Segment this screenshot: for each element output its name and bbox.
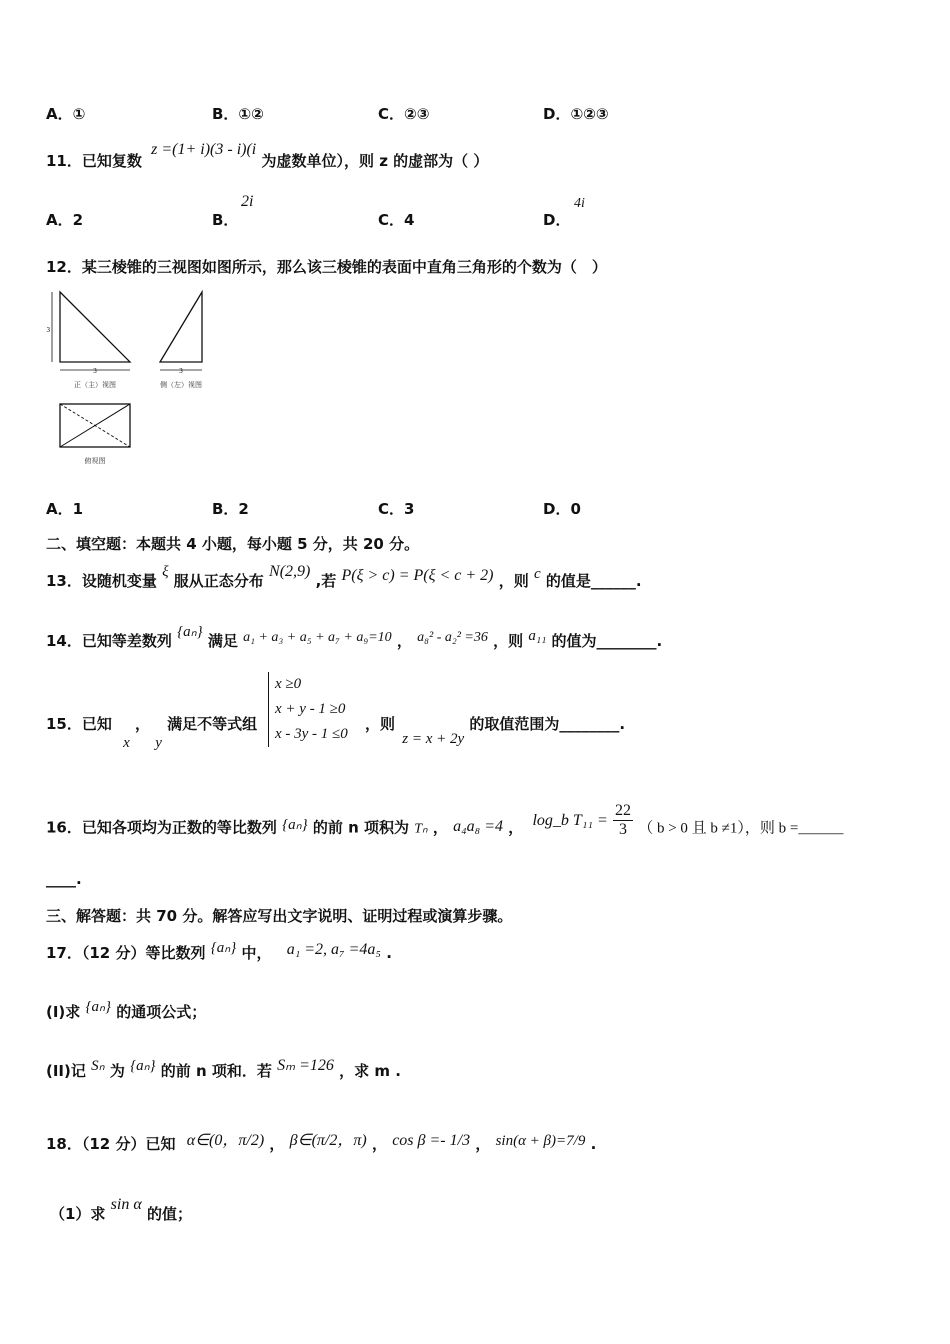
front-view-triangle <box>60 292 130 362</box>
q12-option-d: D．0 <box>543 500 581 518</box>
q18-prefix: 18．（12 分）已知 <box>46 1135 176 1153</box>
section-3-heading: 三、解答题：共 70 分。解答应写出文字说明、证明过程或演算步骤。 <box>46 907 513 925</box>
q13-ze: ，则 <box>498 572 529 590</box>
q16-comma: ， <box>432 818 448 837</box>
q16-tail: ____. <box>46 870 82 888</box>
q17-mid: 中， <box>241 944 272 962</box>
top-view-caption: 俯视图 <box>84 457 106 465</box>
q16-fraction <box>613 802 633 838</box>
q17-part-1-sequence: {aₙ} <box>85 999 112 1015</box>
q13-ruo: ,若 <box>315 572 337 590</box>
q15-comma: ， <box>135 715 151 733</box>
q14-prefix: 14．已知等差数列 <box>46 632 172 650</box>
q12-three-views-figure <box>44 288 214 468</box>
q15-mid: 满足不等式组 <box>167 715 258 733</box>
q15-ze: ，则 <box>365 715 396 733</box>
q12-question: 12．某三棱锥的三视图如图所示，那么该三棱锥的表面中直角三角形的个数为（ ） <box>46 258 607 276</box>
side-view-width-label: 3 <box>179 367 183 375</box>
q16-denominator: 3 <box>618 820 627 838</box>
q17-line <box>46 942 392 963</box>
q14-ze: ，则 <box>493 632 524 650</box>
q11-option-d-label: D． <box>543 211 571 229</box>
q17-condition: a₁ =2, a₇ =4a₅ <box>286 941 381 958</box>
q13-c: c <box>533 566 541 582</box>
q18-part-1-expression: sin α <box>110 1196 142 1213</box>
q13-xi: ξ <box>162 564 169 580</box>
q15-inequality-system <box>268 672 348 747</box>
q11-line <box>46 141 489 171</box>
q11-option-b-label: B． <box>212 211 239 229</box>
front-view-width-label: 3 <box>93 367 97 375</box>
q14-sequence: {aₙ} <box>177 624 203 640</box>
q12-option-b: B．2 <box>212 500 249 518</box>
q17-prefix: 17．（12 分）等比数列 <box>46 944 206 962</box>
q18-sin-sum: sin(α + β)=7/9 <box>495 1133 586 1149</box>
front-view-caption: 正（主）视图 <box>74 381 116 389</box>
q13-suffix: 的值是______. <box>545 572 642 590</box>
q14-comma: ， <box>396 632 412 650</box>
q11-option-d-value: 4i <box>574 196 585 211</box>
q13-distribution: N(2,9) <box>269 563 311 580</box>
q15-prefix: 15．已知 <box>46 715 112 733</box>
q18-part-1-prefix: （1）求 <box>50 1205 106 1223</box>
q14-mid: 满足 <box>207 632 238 650</box>
q17-part-1-suffix: 的通项公式； <box>116 1003 207 1021</box>
q17-part-1-prefix: (I)求 <box>46 1003 81 1021</box>
q15-y: y <box>155 735 162 751</box>
q18-alpha-range: α∈(0，π/2) <box>186 1132 265 1149</box>
q17-wei: 为 <box>109 1062 125 1080</box>
q13-mid: 服从正态分布 <box>173 572 264 590</box>
q17-part-1 <box>46 1001 206 1022</box>
q11-option-c: C．4 <box>378 211 415 229</box>
q16-log: log_b T₁₁ = <box>532 811 608 829</box>
q17-part-2-suffix: ，求 m . <box>339 1062 401 1080</box>
q16-sequence: {aₙ} <box>282 816 308 833</box>
q16-tn: Tₙ <box>414 821 428 837</box>
q14-sum-equation: a₁ + a₃ + a₅ + a₇ + a₉=10 <box>243 630 392 645</box>
q15-line-right <box>365 713 626 747</box>
q15-inequality-1: x ≥0 <box>275 676 302 692</box>
q17-part-2-sequence: {aₙ} <box>130 1058 156 1074</box>
q10-option-c: C．②③ <box>378 105 430 123</box>
q17-sn: Sₙ <box>91 1058 105 1074</box>
q11-formula: z =(1+ i)(3 - i)(i <box>151 141 257 158</box>
q15-objective: z = x + 2y <box>402 731 465 747</box>
q17-sm: Sₘ =126 <box>277 1057 334 1074</box>
q16-prefix: 16．已知各项均为正数的等比数列 <box>46 818 277 837</box>
q18-part-1-suffix: 的值； <box>146 1205 192 1223</box>
q12-option-c: C．3 <box>378 500 415 518</box>
section-2-heading: 二、填空题：本题共 4 小题，每小题 5 分，共 20 分。 <box>46 535 420 553</box>
q16-product: a₄a₈ =4 <box>453 817 503 835</box>
q11-suffix: 为虚数单位），则 z 的虚部为（ ） <box>261 152 489 170</box>
q14-suffix: 的值为________. <box>551 632 663 650</box>
q18-beta-range: β∈(π/2，π) <box>289 1132 367 1149</box>
q14-square-difference: a₈² - a₂² =36 <box>417 630 488 645</box>
q17-sequence: {aₙ} <box>210 940 237 956</box>
q10-option-d: D．①②③ <box>543 105 609 123</box>
q18-cos-beta: cos β =- 1/3 <box>392 1132 471 1149</box>
q17-end: . <box>386 944 392 962</box>
q16-mid: 的前 n 项积为 <box>312 818 409 837</box>
q13-line <box>46 563 642 591</box>
q15-suffix: 的取值范围为________. <box>469 715 626 733</box>
q16-numerator: 22 <box>614 802 631 819</box>
q15-inequality-2: x + y - 1 ≥0 <box>275 701 346 717</box>
q15-inequality-3: x - 3y - 1 ≤0 <box>275 726 348 742</box>
q18-line: 18．（12 分）已知 α∈(0，π/2) ， β∈(π/2，π) ， cos β =- 1/3 ， sin(α + β)=7/9 . <box>46 1132 597 1153</box>
q14-line <box>46 624 663 651</box>
q15-x: x <box>123 735 130 751</box>
q13-prefix: 13．设随机变量 <box>46 572 157 590</box>
q16-line <box>46 802 844 846</box>
front-view-height-label: 3 <box>46 326 50 334</box>
q16-comma2: ， <box>508 818 524 837</box>
q11-prefix: 11．已知复数 <box>46 152 142 170</box>
q11-option-b <box>212 193 254 230</box>
q17-part-2-mid: 的前 n 项和．若 <box>160 1062 272 1080</box>
q15-line <box>46 713 258 751</box>
q13-probability-equation: P(ξ > c) = P(ξ < c + 2) <box>341 567 494 584</box>
q10-option-b: B．①② <box>212 105 264 123</box>
q17-part-2 <box>46 1057 401 1081</box>
q17-part-2-prefix: (II)记 <box>46 1062 86 1080</box>
side-view-caption: 侧（左）视图 <box>160 381 202 389</box>
q16-condition: （ b > 0 且 b ≠1），则 b =______ <box>638 820 844 837</box>
q11-option-d <box>543 196 585 230</box>
q18-part-1 <box>50 1196 192 1224</box>
q14-a11: a₁₁ <box>528 628 547 644</box>
q11-option-a: A．2 <box>46 211 84 229</box>
q11-option-b-value: 2i <box>241 193 254 210</box>
side-view-triangle <box>160 292 202 362</box>
q10-option-a: A．① <box>46 105 86 123</box>
q12-option-a: A．1 <box>46 500 84 518</box>
